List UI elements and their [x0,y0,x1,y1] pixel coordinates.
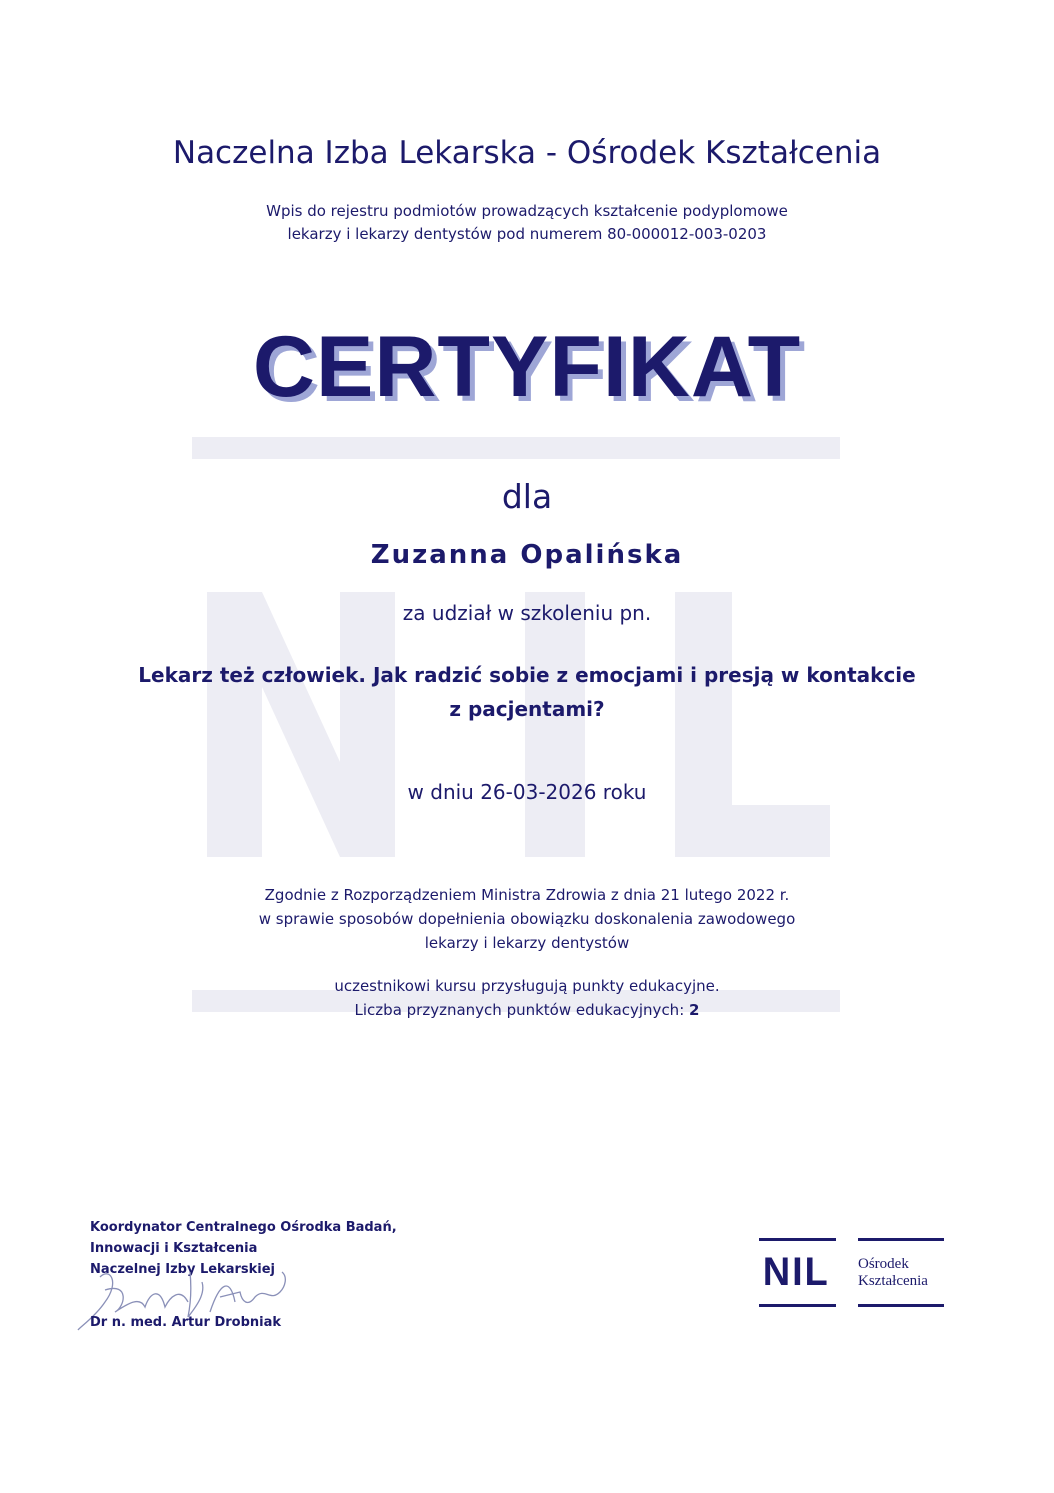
certificate-title: CERTYFIKAT [252,319,802,415]
signatory-title-3: Naczelnej Izby Lekarskiej [90,1262,276,1277]
legal-line-3: lekarzy i lekarzy dentystów [424,934,630,952]
legal-line-2: w sprawie sposobów dopełnienia obowiązku doskonalenia zawodowego [258,910,796,928]
course-date: w dniu 26-03-2026 roku [407,780,647,804]
legal-line-1: Zgodnie z Rozporządzeniem Ministra Zdrowia z dnia 21 lutego 2022 r. [264,886,790,904]
registry-line-1: Wpis do rejestru podmiotów prowadzących kształcenie podyplomowe [266,202,788,220]
for-label: dla [501,477,553,516]
course-title [0,658,1054,726]
decorative-band-top [192,437,840,459]
participation-text: za udział w szkoleniu pn. [402,601,652,625]
registry-line-2: lekarzy i lekarzy dentystów pod numerem 80-000012-003-0203 [287,225,767,243]
logo-line-2: Kształcenia [858,1273,928,1289]
legal-basis [0,883,1054,1022]
points-line [0,998,1054,1022]
legal-line-4: uczestnikowi kursu przysługują punkty edukacyjne. [334,977,720,995]
institution-title: Naczelna Izba Lekarska - Ośrodek Kształcenia [172,135,882,171]
logo-mark: NIL [762,1250,830,1294]
logo-line-1: Ośrodek [858,1256,909,1272]
registry-info [0,200,1054,246]
points-label: Liczba przyznanych punktów edukacyjnych: [354,1001,690,1019]
recipient-name: Zuzanna Opalińska [370,540,684,570]
course-title-line-2: z pacjentami? [449,697,605,721]
nil-watermark [200,592,840,862]
signatory-name: Dr n. med. Artur Drobniak [90,1315,282,1330]
nil-osrodek-ksztalcenia-logo [758,1238,944,1308]
signatory-title-1: Koordynator Centralnego Ośrodka Badań, [90,1220,397,1235]
points-value: 2 [689,1001,700,1019]
signatory-title-2: Innowacji i Kształcenia [90,1241,258,1256]
course-title-line-1: Lekarz też człowiek. Jak radzić sobie z emocjami i presją w kontakcie [138,663,916,687]
logo-text [858,1256,928,1290]
